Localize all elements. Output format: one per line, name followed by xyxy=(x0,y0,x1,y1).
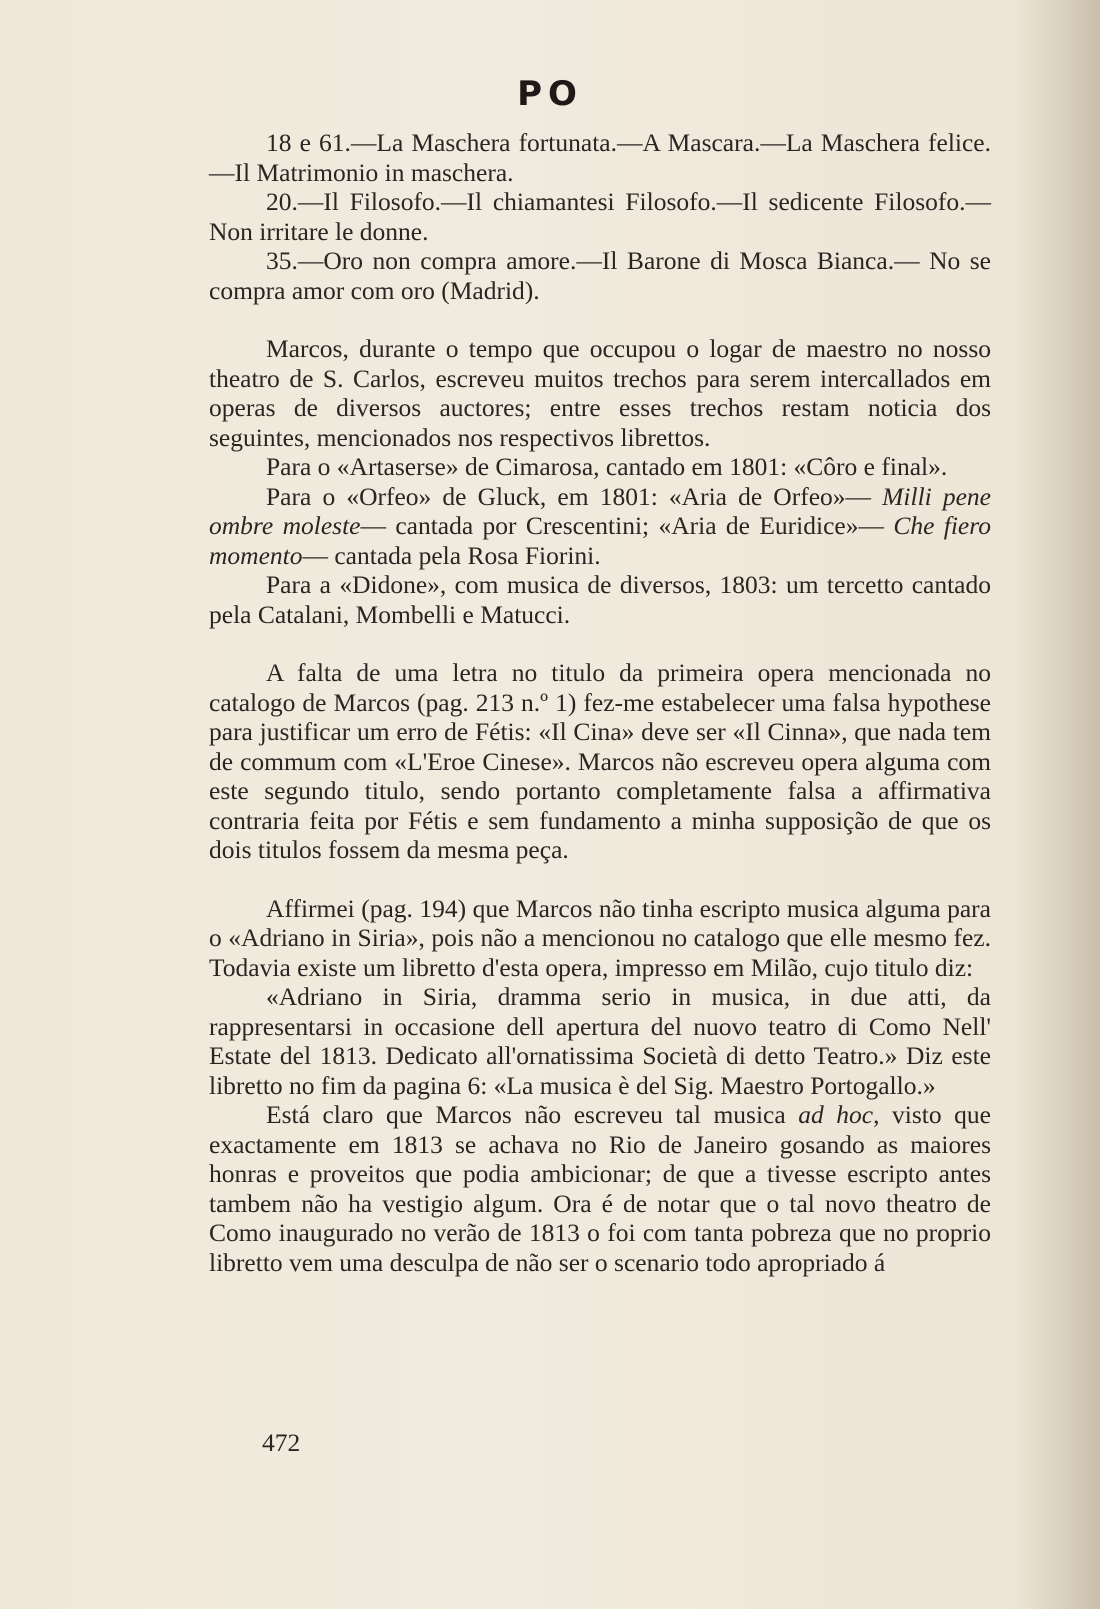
paragraph-orfeo: Para o «Orfeo» de Gluck, em 1801: «Aria de Orfeo»— Milli pene ombre moleste— cantada por Crescentini; «Aria de Euridice»— Che fiero momento— cantada pela Rosa Fiorini. xyxy=(209,481,992,570)
paragraph-adriano: Affirmei (pag. 194) que Marcos não tinha escripto musica alguma para o «Adriano in Siria», pois não a mencionou no catalogo que elle mesmo fez. Todavia existe um libretto d'esta opera, impresso em Milão, cujo titulo diz: xyxy=(209,893,991,982)
paragraph-marcos-trechos: Marcos, durante o tempo que occupou o logar de maestro no nosso theatro de S. Carlos, escreveu muitos trechos para serem intercallados em operas de diversos auctores; entre esses trechos restam noticia dos seguintes, mencionados nos respectivos librettos. xyxy=(209,334,991,452)
body-text xyxy=(209,128,991,1277)
running-header: PO xyxy=(517,74,583,114)
paragraph-filosofo: 20.—Il Filosofo.—Il chiamantesi Filosofo.—Il sedicente Filosofo.—Non irritare le donne. xyxy=(209,187,991,246)
paragraph-falta-letra: A falta de uma letra no titulo da primeira opera mencionada no catalogo de Marcos (pag. 213 n.º 1) fez-me estabelecer uma falsa hypothese para justificar um erro de Fétis: «Il Cina» deve ser «Il Cinna», que nada tem de commum com «L'Eroe Cinese». Marcos não escreveu opera alguma com este segundo titulo, sendo portanto completamente falsa a affirmativa contraria feita por Fétis e sem fundamento a minha supposição de que os dois titulos fossem da mesma peça. xyxy=(209,658,991,864)
page-number: 472 xyxy=(262,1428,301,1457)
italic-title-milli: Milli pene ombre moleste xyxy=(209,481,992,540)
paragraph-libretto-quote: «Adriano in Siria, dramma serio in musica, in due atti, da rappresentarsi in occasione dell apertura del nuovo teatro di Como Nell' Estate del 1813. Dedicato all'ornatissima Società di detto Teatro.» Diz este libretto no fim da pagina 6: «La musica è del Sig. Maestro Portogallo.» xyxy=(209,982,991,1100)
paragraph-didone: Para a «Didone», com musica de diversos, 1803: um tercetto cantado pela Catalani, Mombelli e Matucci. xyxy=(209,570,991,629)
paragraph-oro: 35.—Oro non compra amore.—Il Barone di Mosca Bianca.— No se compra amor com oro (Madrid). xyxy=(209,246,991,305)
paragraph-maschera: 18 e 61.—La Maschera fortunata.—A Mascara.—La Maschera felice.—Il Matrimonio in maschera. xyxy=(209,128,991,187)
paragraph-artaserse: Para o «Artaserse» de Cimarosa, cantado em 1801: «Côro e final». xyxy=(266,452,948,481)
italic-ad-hoc: ad hoc xyxy=(798,1100,874,1129)
italic-title-che-fiero: Che fiero momento xyxy=(209,511,991,570)
paragraph-ad-hoc: Está claro que Marcos não escreveu tal musica ad hoc, visto que exactamente em 1813 se achava no Rio de Janeiro gosando as maiores honras e proveitos que podia ambicionar; de que a tivesse escripto antes tambem não ha vestigio algum. Ora é de notar que o tal novo theatro de Como inaugurado no verão de 1813 o foi com tanta pobreza que no proprio libretto vem uma desculpa de não ser o scenario todo apropriado á xyxy=(209,1100,991,1277)
